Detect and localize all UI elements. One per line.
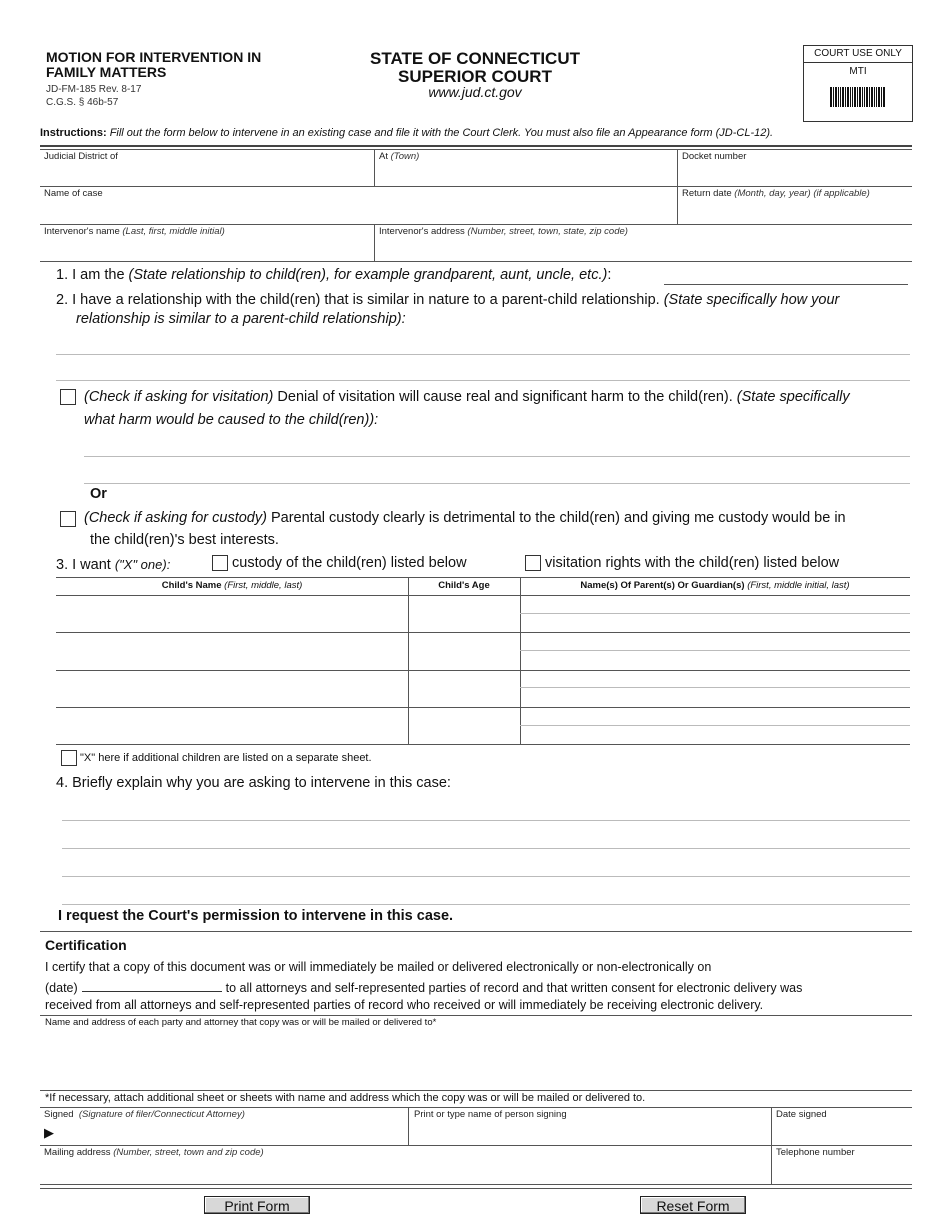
- item2-hint-b: relationship is similar to a parent-child relationship):: [76, 311, 406, 327]
- signed-text: Signed: [44, 1109, 74, 1120]
- website: www.jud.ct.gov: [428, 84, 522, 100]
- custody-hint: (Check if asking for custody): [84, 510, 267, 526]
- court-use-code: MTI: [849, 66, 867, 77]
- relationship-field[interactable]: [664, 284, 908, 285]
- instructions-text: Fill out the form below to intervene in an existing case and file it with the Court Clerk. You must also file an Appearance form (JD-CL-12).: [109, 127, 774, 139]
- name-of-case-label: Name of case: [44, 188, 103, 199]
- certification-title: Certification: [45, 937, 127, 953]
- name-address-field[interactable]: [40, 1030, 912, 1088]
- intervenor-name-label: [44, 226, 225, 237]
- mailing-address-hint: (Number, street, town and zip code): [113, 1147, 264, 1158]
- judicial-district-label: Judicial District of: [44, 151, 118, 162]
- docket-number-label: Docket number: [682, 151, 747, 162]
- return-date-hint: (Month, day, year) (if applicable): [734, 188, 870, 199]
- col-parents-hint: (First, middle initial, last): [747, 580, 850, 591]
- mailing-address-label: [44, 1147, 264, 1158]
- court-title: SUPERIOR COURT: [398, 67, 552, 86]
- item1-lead: 1. I am the: [56, 267, 125, 283]
- item2-lead: 2. I have a relationship with the child(ren) that is similar in nature to a parent-child relationship.: [56, 292, 660, 308]
- certification-line1: I certify that a copy of this document was or will immediately be mailed or delivered electronically or non-electronically on: [45, 960, 712, 974]
- col-parents: [520, 580, 910, 591]
- visitation-text: [84, 388, 850, 407]
- certification-date-field[interactable]: [82, 979, 222, 992]
- signed-hint: (Signature of filer/Connecticut Attorney): [78, 1109, 245, 1120]
- item2: [56, 291, 839, 310]
- mailing-address-text: Mailing address: [44, 1147, 111, 1158]
- item2-line2: [76, 310, 406, 329]
- visitation-option-checkbox[interactable]: [525, 555, 541, 571]
- signature-field[interactable]: [60, 1120, 405, 1144]
- custody-line2: the child(ren)'s best interests.: [90, 532, 279, 548]
- child-row-4[interactable]: [56, 744, 910, 745]
- print-form-button[interactable]: Print Form: [204, 1196, 310, 1214]
- custody-body: Parental custody clearly is detrimental to the child(ren) and giving me custody would be in: [270, 510, 846, 526]
- visitation-checkbox[interactable]: [60, 389, 76, 405]
- name-address-label: Name and address of each party and attorney that copy was or will be mailed or delivered to*: [45, 1017, 437, 1028]
- item1-colon: :: [607, 267, 612, 283]
- print-name-label: Print or type name of person signing: [414, 1109, 567, 1120]
- visitation-body: Denial of visitation will cause real and significant harm to the child(ren).: [277, 389, 733, 405]
- child-row-3[interactable]: [56, 707, 910, 708]
- form-number: JD-FM-185 Rev. 8-17: [46, 84, 142, 95]
- item3-hint: ("X" one):: [114, 557, 171, 572]
- intervenor-address-label: [379, 226, 628, 237]
- date-label: (date): [45, 981, 78, 995]
- certification-line3: received from all attorneys and self-represented parties of record who received or will immediately be receiving electronic delivery.: [45, 998, 764, 1012]
- at-label: At: [379, 151, 388, 162]
- at-town-label: [379, 151, 419, 162]
- visitation-hint3: what harm would be caused to the child(ren)):: [84, 412, 379, 428]
- intervenor-address-text: Intervenor's address: [379, 226, 465, 237]
- barcode-graphic: [830, 87, 886, 107]
- visitation-hint: (Check if asking for visitation): [84, 389, 274, 405]
- item1: [56, 266, 611, 285]
- signature-arrow: ▶: [44, 1125, 54, 1140]
- custody-option-checkbox[interactable]: [212, 555, 228, 571]
- return-date-text: Return date: [682, 188, 732, 199]
- col-child-name: [56, 580, 408, 591]
- visitation-line2: [84, 411, 378, 430]
- custody-option-label: custody of the child(ren) listed below: [232, 555, 467, 571]
- additional-children-label: "X" here if additional children are listed on a separate sheet.: [80, 752, 372, 764]
- statute: C.G.S. § 46b-57: [46, 97, 119, 108]
- col-child-name-text: Child's Name: [161, 580, 222, 591]
- form-title-line2: FAMILY MATTERS: [46, 64, 167, 80]
- telephone-label: Telephone number: [776, 1147, 855, 1158]
- item3-lead: 3. I want: [56, 557, 111, 573]
- reset-form-button[interactable]: Reset Form: [640, 1196, 746, 1214]
- item3: [56, 555, 170, 575]
- item2-hint-a: (State specifically how your: [663, 292, 840, 308]
- col-child-name-hint: (First, middle, last): [224, 580, 303, 591]
- visitation-hint2: (State specifically: [736, 389, 850, 405]
- relationship-explanation-field[interactable]: [56, 354, 910, 355]
- instructions: [40, 127, 773, 139]
- footnote: *If necessary, attach additional sheet or sheets with name and address which the copy was or will be mailed or delivered to.: [45, 1092, 646, 1104]
- request-statement: I request the Court's permission to intervene in this case.: [58, 908, 454, 924]
- custody-checkbox[interactable]: [60, 511, 76, 527]
- court-use-label: COURT USE ONLY: [804, 46, 912, 63]
- child-row-2[interactable]: [56, 670, 910, 671]
- item1-hint: (State relationship to child(ren), for example grandparent, aunt, uncle, etc.): [128, 267, 608, 283]
- custody-text: [84, 509, 846, 528]
- date-signed-label: Date signed: [776, 1109, 827, 1120]
- col-parents-text: Name(s) Of Parent(s) Or Guardian(s): [580, 580, 745, 591]
- col-child-age: Child's Age: [438, 580, 490, 591]
- town-hint: (Town): [390, 151, 420, 162]
- certification-line2-text: to all attorneys and self-represented parties of record and that written consent for electronic delivery was: [225, 981, 803, 995]
- intervene-reason-field[interactable]: [62, 820, 910, 821]
- signed-label: [44, 1109, 245, 1120]
- form-title-line1: MOTION FOR INTERVENTION IN: [46, 49, 262, 65]
- item4: 4. Briefly explain why you are asking to intervene in this case:: [56, 775, 451, 791]
- return-date-label: [682, 188, 870, 199]
- certification-line2: [45, 979, 802, 995]
- harm-explanation-field[interactable]: [84, 456, 910, 457]
- intervenor-name-hint: (Last, first, middle initial): [122, 226, 225, 237]
- visitation-option-label: visitation rights with the child(ren) listed below: [545, 555, 840, 571]
- child-row-1[interactable]: [56, 632, 910, 633]
- state-title: STATE OF CONNECTICUT: [370, 49, 580, 68]
- intervenor-address-hint: (Number, street, town, state, zip code): [467, 226, 628, 237]
- additional-children-checkbox[interactable]: [61, 750, 77, 766]
- or-label: Or: [90, 486, 107, 502]
- instructions-label: Instructions:: [40, 127, 107, 139]
- barcode: [804, 87, 912, 105]
- court-use-box: [803, 45, 913, 122]
- intervenor-name-text: Intervenor's name: [44, 226, 120, 237]
